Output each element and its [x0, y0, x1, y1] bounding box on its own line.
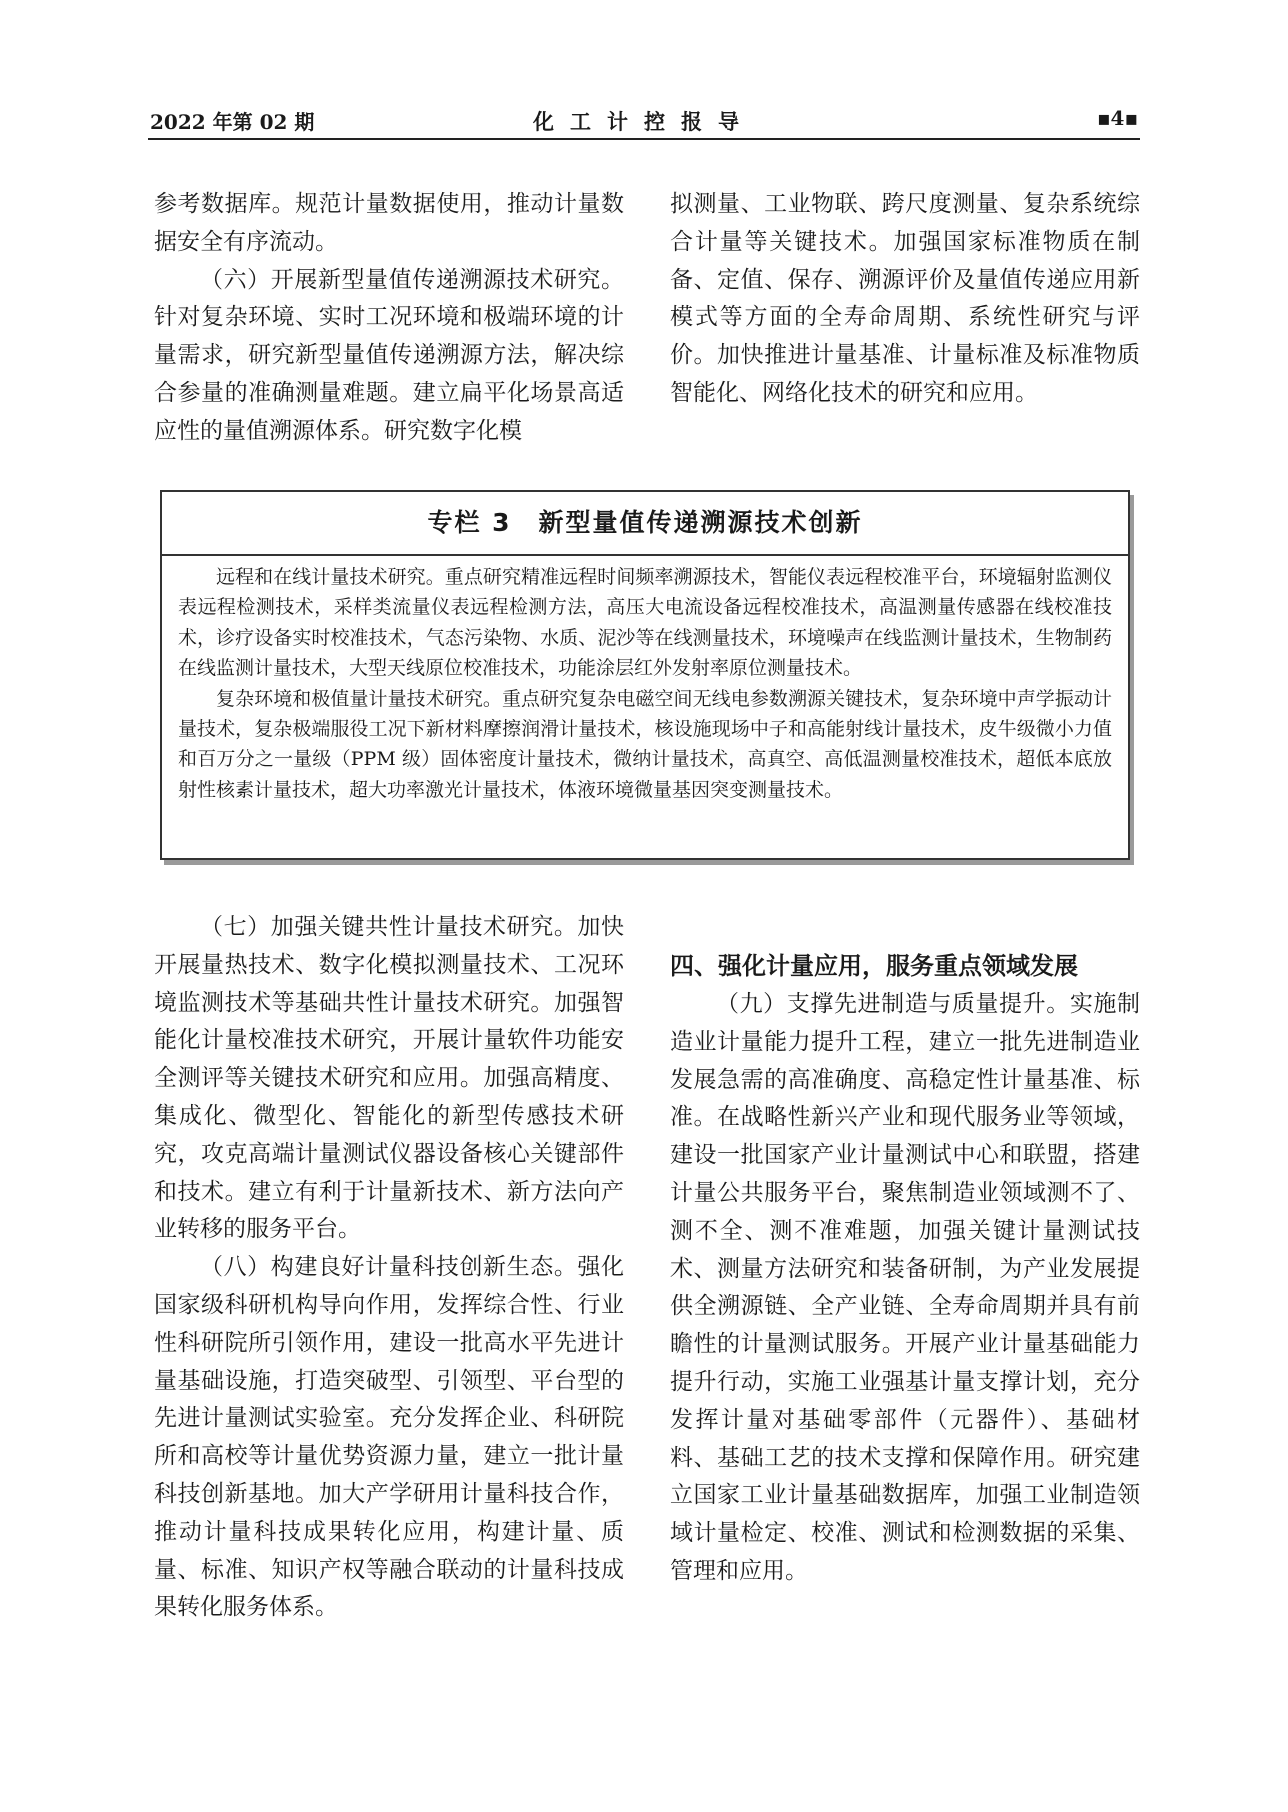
paragraph-section-8: （八）构建良好计量科技创新生态。强化国家级科研机构导向作用，发挥综合性、行业性科研院所引领作用，建设一批高水平先进计量基础设施，打造突破型、引领型、平台型的先进计量测试实验室。充分发挥企业、科研院所和高校等计量优势资源力量，建立一批计量科技创新基地。加大产学研用计量科技合作，推动计量科技成果转化应用，构建计量、质量、标准、知识产权等融合联动的计量科技成果转化服务体系。: [154, 1254, 624, 1621]
box-title: 专栏 3 新型量值传递溯源技术创新: [162, 492, 1128, 556]
paragraph: 参考数据库。规范计量数据使用，推动计量数据安全有序流动。: [154, 191, 624, 255]
issue-label: 2022 年第 02 期: [150, 110, 315, 134]
box-body: [162, 556, 1128, 805]
right-column-top: [670, 186, 1140, 413]
box-paragraph-complex-environment: 复杂环境和极值量计量技术研究。重点研究复杂电磁空间无线电参数溯源关键技术，复杂环境中声学振动计量技术，复杂极端服役工况下新材料摩擦润滑计量技术，核设施现场中子和高能射线计量技术，皮牛级微小力值和百万分之一量级（PPM 级）固体密度计量技术，微纳计量技术，高真空、高低温测量校准技术，超低本底放射性核素计量技术，超大功率激光计量技术，体液环境微量基因突变测量技术。: [178, 687, 1112, 801]
left-column-bottom: [154, 909, 624, 1627]
paragraph-section-6: （六）开展新型量值传递溯源技术研究。针对复杂环境、实时工况环境和极端环境的计量需求，研究新型量值传递溯源方法，解决综合参量的准确测量难题。建立扁平化场景高适应性的量值溯源体系。研究数字化模: [154, 266, 624, 444]
left-column-top: [154, 186, 624, 451]
journal-title: 化工计控报导: [533, 109, 755, 134]
box-paragraph-remote-online: 远程和在线计量技术研究。重点研究精准远程时间频率溯源技术，智能仪表远程校准平台，环境辐射监测仪表远程检测技术，采样类流量仪表远程检测方法，高压大电流设备远程校准技术，高温测量传感器在线校准技术，诊疗设备实时校准技术，气态污染物、水质、泥沙等在线测量技术，环境噪声在线监测计量技术，生物制药在线监测计量技术，大型天线原位校准技术，功能涂层红外发射率原位测量技术。: [178, 566, 1112, 680]
right-column-bottom: [670, 946, 1140, 1591]
sidebar-box-column-3: [160, 490, 1130, 860]
paragraph-section-9: （九）支撑先进制造与质量提升。实施制造业计量能力提升工程，建立一批先进制造业发展急需的高准确度、高稳定性计量基准、标准。在战略性新兴产业和现代服务业等领域，建设一批国家产业计量测试中心和联盟，搭建计量公共服务平台，聚焦制造业领域测不了、测不全、测不准难题，加强关键计量测试技术、测量方法研究和装备研制，为产业发展提供全溯源链、全产业链、全寿命周期并具有前瞻性的计量测试服务。开展产业计量基础能力提升行动，实施工业强基计量支撑计划，充分发挥计量对基础零部件（元器件）、基础材料、基础工艺的技术支撑和保障作用。研究建立国家工业计量基础数据库，加强工业制造领域计量检定、校准、测试和检测数据的采集、管理和应用。: [670, 991, 1140, 1584]
page-number: ▪4▪: [1096, 106, 1138, 130]
section-heading: 四、强化计量应用，服务重点领域发展: [670, 952, 1078, 980]
paragraph-section-7: （七）加强关键共性计量技术研究。加快开展量热技术、数字化模拟测量技术、工况环境监测技术等基础共性计量技术研究。加强智能化计量校准技术研究，开展计量软件功能安全测评等关键技术研究和应用。加强高精度、集成化、微型化、智能化的新型传感技术研究，攻克高端计量测试仪器设备核心关键部件和技术。建立有利于计量新技术、新方法向产业转移的服务平台。: [154, 914, 624, 1243]
page-header: [148, 102, 1140, 140]
paragraph: 拟测量、工业物联、跨尺度测量、复杂系统综合计量等关键技术。加强国家标准物质在制备、定值、保存、溯源评价及量值传递应用新模式等方面的全寿命周期、系统性研究与评价。加快推进计量基准、计量标准及标准物质智能化、网络化技术的研究和应用。: [670, 191, 1140, 406]
